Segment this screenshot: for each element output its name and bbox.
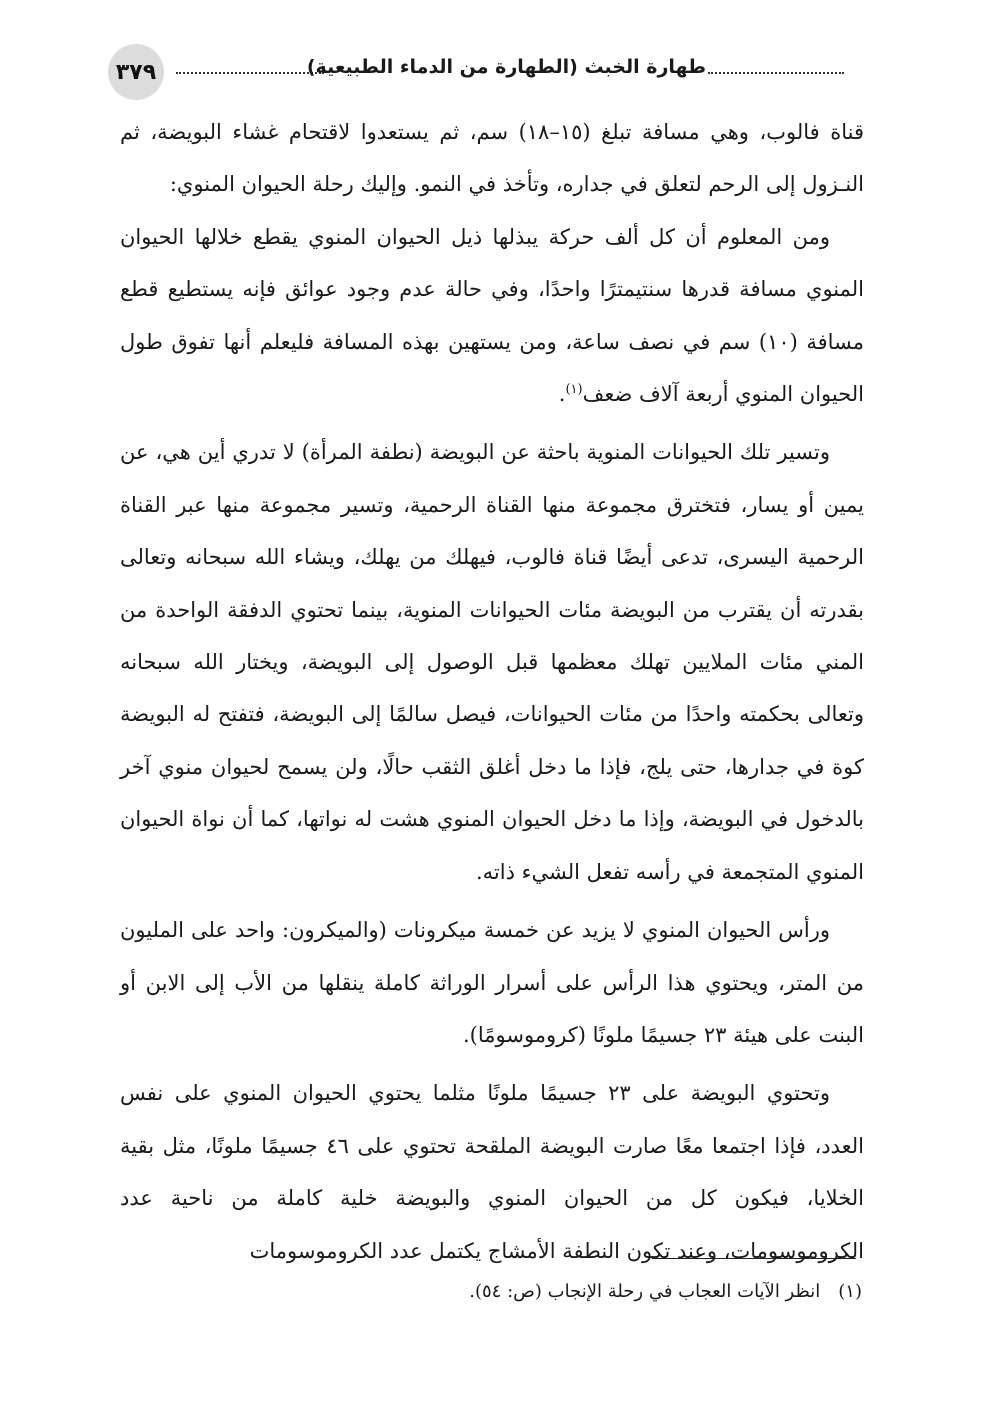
paragraph: وتحتوي البويضة على ٢٣ جسيمًا ملونًا مثلما يحتوي الحيوان المنوي على نفس العدد، فإذا اجتمعا معًا صارت البويضة الملقحة تحتوي على ٤٦ جسيمًا ملونًا، مثل بقية الخلايا، فيكون كل من الحيوان المنوي والبويضة خلية كاملة من ناحية عدد الكروموسومات، وعند تكون النطفة الأمشاج يكتمل عدد الكروموسومات: [120, 1081, 865, 1263]
footnote-separator: [652, 1258, 856, 1259]
footnote: [120, 1276, 862, 1308]
footnote-reference[interactable]: (١): [565, 382, 583, 398]
paragraph-end-mark: .: [558, 382, 566, 407]
header-dotted-leader-right: [708, 72, 844, 74]
running-header-title: طهارة الخبث (الطهارة من الدماء الطبيعية): [306, 56, 706, 78]
paragraph: قناة فالوب، وهي مسافة تبلغ (١٥–١٨) سم، ثم يستعدوا لاقتحام غشاء البويضة، ثم النـزول إلى الرحم لتعلق في جداره، وتأخذ في النمو. وإليك رحلة الحيوان المنوي:: [120, 120, 864, 197]
paragraph-text: ومن المعلوم أن كل ألف حركة يبذلها ذيل الحيوان المنوي يقطع خلالها الحيوان المنوي مسافة قدرها سنتيمترًا واحدًا، وفي حالة عدم وجود عوائق فإنه يستطيع قطع مسافة (١٠) سم في نصف ساعة، ومن يستهين بهذه المسافة فليعلم أنها تفوق طول الحيوان المنوي أربعة آلاف ضعف: [120, 224, 864, 407]
header-dotted-leader-left: [176, 72, 324, 74]
paragraph: ورأس الحيوان المنوي لا يزيد عن خمسة ميكرونات (والميكرون: واحد على المليون من المتر، ويحتوي هذا الرأس على أسرار الوراثة كاملة ينقلها من الأب إلى الابن أو البنت على هيئة ٢٣ جسيمًا ملونًا (كروموسومًا).: [120, 918, 864, 1047]
footnote-number: (١): [838, 1281, 862, 1302]
page-number: ٣٧٩: [108, 44, 164, 100]
paragraph: وتسير تلك الحيوانات المنوية باحثة عن البويضة (نطفة المرأة) لا تدري أين هي، عن يمين أو يسار، فتخترق مجموعة منها القناة الرحمية، وتسير مجموعة منها عبر القناة الرحمية اليسرى، تدعى أيضًا قناة فالوب، فيهلك من يهلك، ويشاء الله سبحانه وتعالى بقدرته أن يقترب من البويضة مئات الحيوانات المنوية، بينما تحتوي الدفقة الواحدة من المني مئات الملايين تهلك معظمها قبل الوصول إلى البويضة، ويختار الله سبحانه وتعالى بحكمته واحدًا من مئات الحيوانات، فيصل سالمًا إلى البويضة، فتفتح له البويضة كوة في جدارها، حتى يلج، فإذا ما دخل أغلق الثقب حالًا، ولن يسمح لحيوان منوي آخر بالدخول في البويضة، وإذا ما دخل الحيوان المنوي هشت له نواتها، كما أن نواة الحيوان المنوي المتجمعة في رأسه تفعل الشيء ذاته.: [120, 440, 864, 884]
paragraph: [120, 211, 864, 421]
body-text: [120, 106, 864, 1277]
footnote-text: انظر الآيات العجاب في رحلة الإنجاب (ص: ٥٤).: [469, 1281, 821, 1302]
